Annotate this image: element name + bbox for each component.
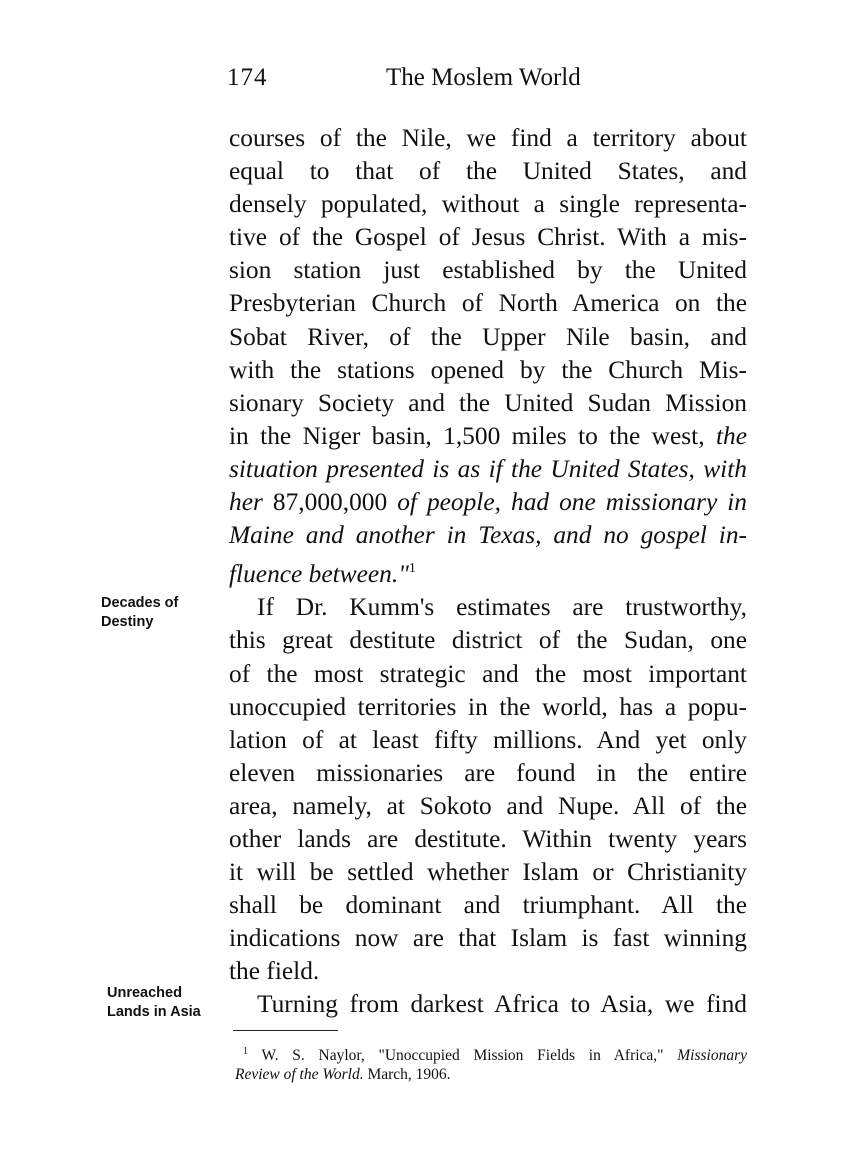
- side-note-unreached-lands: [107, 984, 201, 1022]
- text-line: with the stations opened by the Church Mis-: [229, 355, 747, 384]
- italic-text: fluence between.": [229, 560, 409, 589]
- text-line: Maine and another in Texas, and no gospel in-: [229, 521, 747, 550]
- text-line: it will be settled whether Islam or Christianity: [229, 858, 747, 887]
- text-line: [229, 420, 747, 453]
- footnote-divider: [233, 1030, 338, 1031]
- text-line: courses of the Nile, we find a territory about: [229, 124, 747, 152]
- footnote-reference: 1: [408, 561, 416, 577]
- text-line: Turning from darkest Africa to Asia, we find: [257, 990, 747, 1019]
- text-line: Presbyterian Church of North America on the: [229, 289, 747, 318]
- italic-text: the: [715, 421, 747, 450]
- side-note-decades-of-destiny: [101, 594, 178, 632]
- text-line: other lands are destitute. Within twenty years: [229, 824, 747, 853]
- text-line: tive of the Gospel of Jesus Christ. With a mis-: [229, 223, 747, 252]
- footnote-line: [235, 1043, 747, 1066]
- text-line: this great destitute district of the Sudan, one: [229, 626, 747, 655]
- text-line: sionary Society and the United Sudan Mission: [229, 388, 747, 417]
- page-number: 174: [227, 64, 268, 91]
- text-segment: 87,000,000: [272, 488, 388, 517]
- text-line: of the most strategic and the most important: [229, 659, 747, 688]
- footnote-text: W. S. Naylor, "Unoccupied Mission Fields in Africa,": [248, 1047, 678, 1064]
- text-line: lation of at least fifty millions. And yet only: [229, 725, 747, 754]
- side-note-line: Unreached: [107, 985, 182, 1001]
- text-line: Sobat River, of the Upper Nile basin, and: [229, 322, 747, 351]
- side-note-line: Destiny: [101, 614, 154, 630]
- text-line: shall be dominant and triumphant. All the: [229, 891, 747, 920]
- text-line: [229, 552, 747, 591]
- text-line: [229, 486, 747, 519]
- text-line: the field.: [229, 957, 320, 986]
- text-line: unoccupied territories in the world, has a popu-: [229, 692, 747, 721]
- running-head: The Moslem World: [386, 64, 581, 91]
- text-line: densely populated, without a single representa-: [229, 190, 747, 219]
- footnote-marker: 1: [243, 1046, 248, 1057]
- text-line: sion station just established by the United: [229, 256, 747, 285]
- italic-text: of people, had one missionary in: [397, 488, 747, 517]
- side-note-line: Lands in Asia: [107, 1004, 201, 1020]
- footnote: [235, 1043, 747, 1084]
- footnote-journal: Missionary: [677, 1047, 747, 1064]
- text-line: area, namely, at Sokoto and Nupe. All of the: [229, 791, 747, 820]
- text-line: eleven missionaries are found in the entire: [229, 758, 747, 787]
- text-line: equal to that of the United States, and: [229, 157, 747, 186]
- text-line: If Dr. Kumm's estimates are trustworthy,: [257, 593, 747, 622]
- text-line: situation presented is as if the United States, with: [229, 454, 747, 483]
- italic-text: her: [229, 488, 263, 517]
- footnote-journal: Review of the World.: [235, 1065, 364, 1083]
- footnote-line: [235, 1066, 747, 1085]
- text-segment: in the Niger basin, 1,500 miles to the west,: [229, 421, 705, 450]
- body-text: [229, 122, 747, 1022]
- text-line: indications now are that Islam is fast winning: [229, 924, 747, 953]
- footnote-text: March, 1906.: [363, 1065, 451, 1083]
- side-note-line: Decades of: [101, 595, 179, 611]
